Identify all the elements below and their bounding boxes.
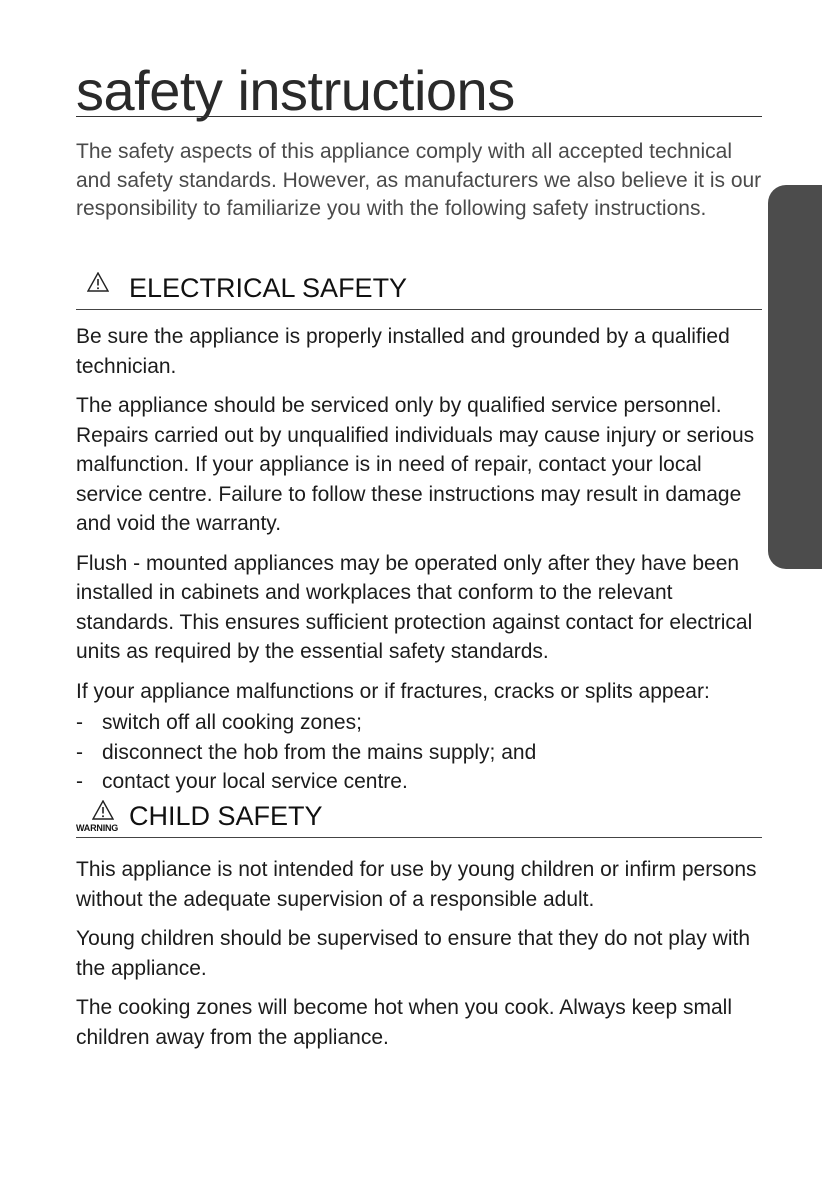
electrical-safety-body: [76, 322, 766, 797]
warning-label: WARNING: [76, 823, 119, 833]
section-divider: [76, 837, 762, 838]
child-paragraph-3: The cooking zones will become hot when you cook. Always keep small children away from the appliance.: [76, 996, 733, 1049]
child-safety-header: [76, 800, 762, 834]
intro-paragraph: The safety aspects of this appliance comply with all accepted technical and safety standards. However, as manufacturers we also believe it is our responsibility to familiarize you with the following safety instructions.: [76, 140, 762, 220]
list-item: [76, 738, 766, 768]
dash-marker: -: [76, 740, 83, 764]
electrical-safety-heading: ELECTRICAL SAFETY: [129, 273, 408, 303]
list-item-text: switch off all cooking zones;: [102, 711, 362, 734]
warning-triangle-icon: [87, 272, 109, 292]
section-edge-tab: [768, 185, 822, 569]
electrical-paragraph-1: Be sure the appliance is properly installed and grounded by a qualified technician.: [76, 325, 730, 378]
dash-marker: -: [76, 770, 83, 793]
child-safety-body: [76, 855, 766, 1062]
electrical-safety-header: [76, 272, 762, 306]
child-paragraph-2: Young children should be supervised to ensure that they do not play with the appliance.: [76, 927, 751, 980]
child-paragraph-1: This appliance is not intended for use by young children or infirm persons without the adequate supervision of a responsible adult.: [76, 858, 757, 911]
page-title: safety instructions: [76, 59, 515, 122]
child-safety-heading: CHILD SAFETY: [129, 801, 323, 831]
dash-marker: -: [76, 711, 83, 734]
list-item: [76, 767, 766, 797]
title-divider: [76, 116, 762, 117]
electrical-paragraph-4: If your appliance malfunctions or if fractures, cracks or splits appear:: [76, 679, 710, 703]
list-item-text: contact your local service centre.: [102, 770, 408, 793]
list-item: [76, 708, 766, 738]
warning-triangle-icon: [92, 800, 114, 820]
electrical-paragraph-2: The appliance should be serviced only by qualified service personnel. Repairs carried out by unqualified individuals may cause injury or serious malfunction. If your appliance is in need of repair, contact your local service centre. Failure to follow these instructions may result in damage and void the warranty.: [76, 394, 755, 535]
malfunction-steps-list: [76, 708, 766, 797]
section-divider: [76, 309, 762, 310]
list-item-text: disconnect the hob from the mains supply; and: [102, 740, 537, 764]
electrical-paragraph-3: Flush - mounted appliances may be operated only after they have been installed in cabinets and workplaces that conform to the relevant standards. This ensures sufficient protection against contact for electrical units as required by the essential safety standards.: [76, 551, 753, 663]
